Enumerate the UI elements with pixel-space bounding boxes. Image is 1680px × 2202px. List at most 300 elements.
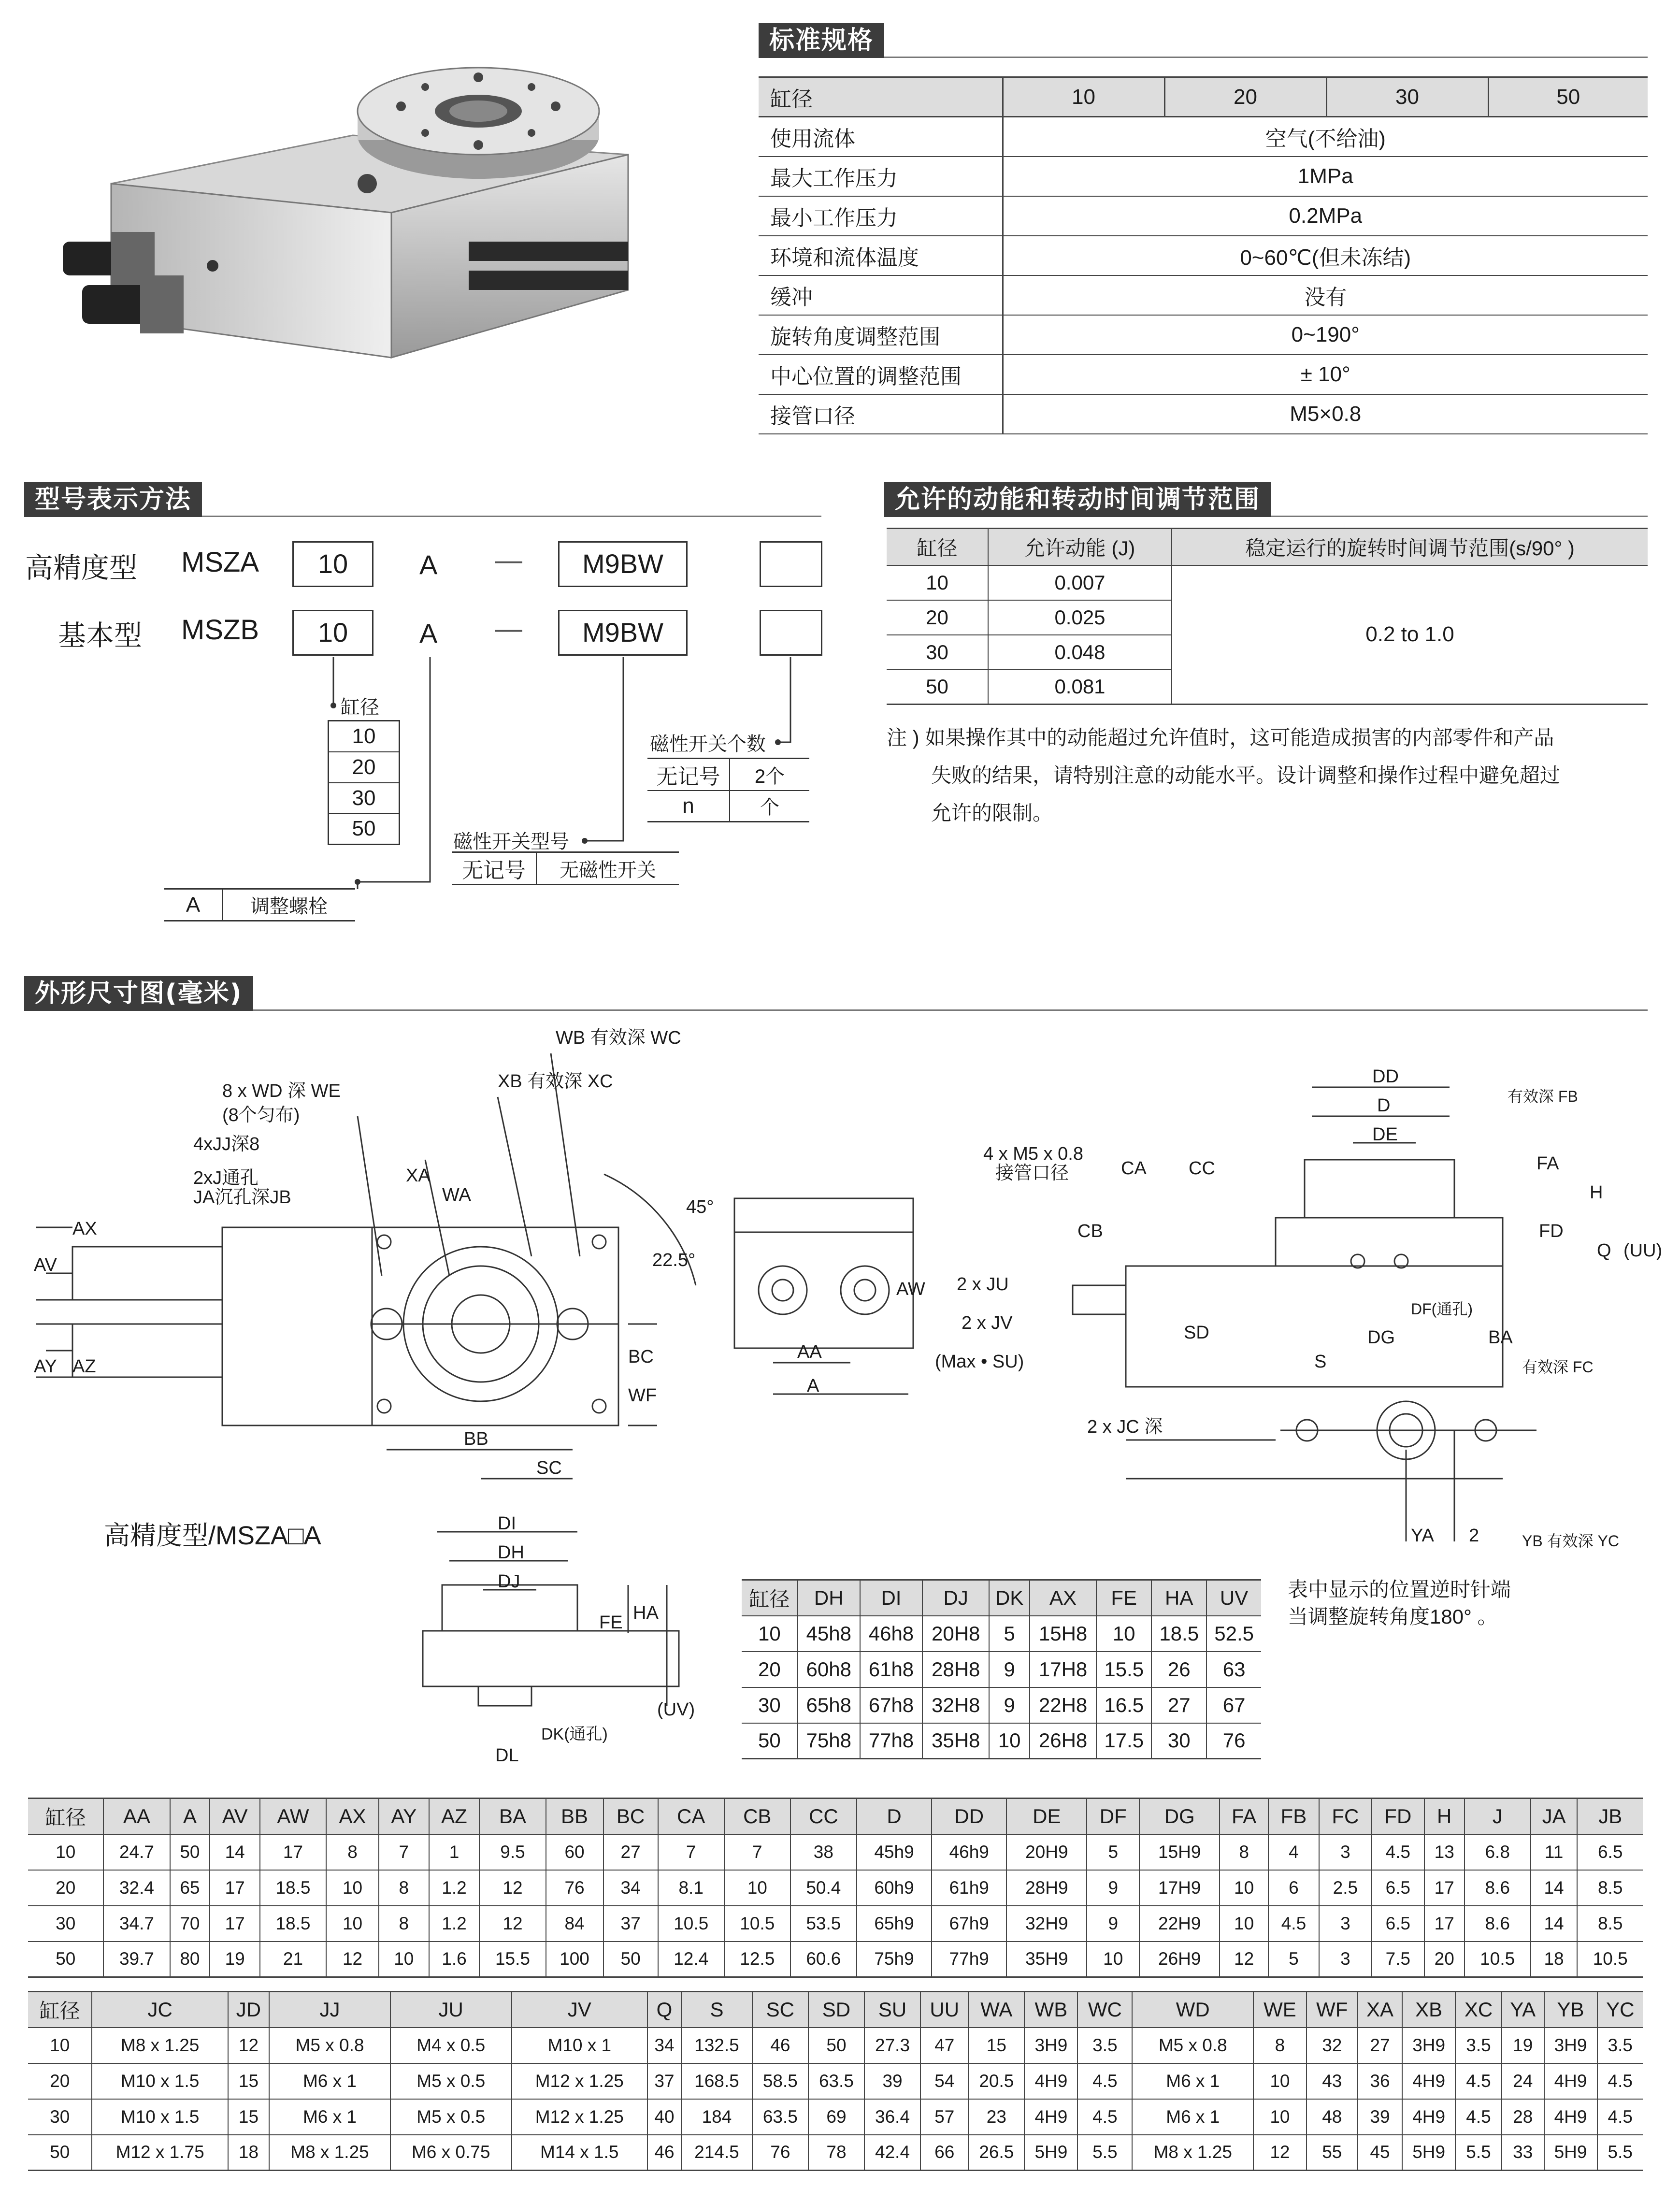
spec-value: 没有 <box>1003 275 1648 315</box>
table-cell: 61h9 <box>932 1870 1006 1906</box>
column-header: UU <box>920 1992 968 2028</box>
table-cell: 17 <box>260 1834 326 1870</box>
energy-bore: 20 <box>887 600 988 635</box>
table-cell: 37 <box>603 1906 658 1942</box>
table-cell: 10.5 <box>1577 1942 1643 1977</box>
column-header: AW <box>260 1799 326 1834</box>
dim-label: 2 x JV <box>962 1313 1013 1333</box>
table-cell: 42.4 <box>864 2135 920 2171</box>
table-cell: 26H9 <box>1139 1942 1220 1977</box>
switch-code: 无记号 <box>452 852 536 885</box>
table-cell: 67h8 <box>860 1687 922 1723</box>
table-cell: 6.8 <box>1465 1834 1531 1870</box>
column-header: AZ <box>429 1799 480 1834</box>
table-cell: 34.7 <box>103 1906 170 1942</box>
table-cell: 39 <box>864 2063 920 2099</box>
table-row <box>742 1723 1261 1759</box>
table-cell: 214.5 <box>681 2135 752 2171</box>
table-cell: 132.5 <box>681 2028 752 2063</box>
table-cell: 50 <box>28 1942 103 1977</box>
table-cell: 3H9 <box>1024 2028 1077 2063</box>
dim-label: AA <box>797 1342 822 1362</box>
table-cell: 5H9 <box>1024 2135 1077 2171</box>
column-header: XC <box>1455 1992 1502 2028</box>
table-cell: 26H8 <box>1030 1723 1096 1759</box>
table-cell: 46 <box>752 2028 808 2063</box>
table-cell: 15 <box>228 2099 269 2135</box>
table-cell: 35H9 <box>1006 1942 1087 1977</box>
model-type-basic: 基本型 <box>58 620 143 651</box>
dim-label: AV <box>34 1255 57 1275</box>
table-cell: 3H9 <box>1402 2028 1455 2063</box>
table-cell: 7.5 <box>1372 1942 1424 1977</box>
dim-label: 2 x JU <box>957 1274 1009 1295</box>
table-cell: 12 <box>1253 2135 1307 2171</box>
table-cell: 14 <box>1531 1870 1578 1906</box>
table-cell: 34 <box>603 1870 658 1906</box>
table-cell: 5 <box>989 1616 1030 1652</box>
table-cell: 14 <box>210 1834 260 1870</box>
table-cell: 15.5 <box>479 1942 546 1977</box>
dim-label: 4 x M5 x 0.8 <box>983 1144 1083 1164</box>
column-header: YA <box>1502 1992 1544 2028</box>
dim-label: BC <box>628 1347 654 1367</box>
column-header: DI <box>860 1580 922 1616</box>
table-cell: 19 <box>210 1942 260 1977</box>
table-cell: 35H8 <box>922 1723 989 1759</box>
table-row <box>28 2099 1643 2135</box>
table-cell: 4.5 <box>1597 2063 1643 2099</box>
model-section-bar <box>24 482 821 517</box>
dim-label: DI <box>498 1513 516 1534</box>
model-bore-box: 10 <box>292 541 373 587</box>
table-row <box>28 1870 1643 1906</box>
dim-label: DH <box>498 1542 524 1563</box>
column-header: XA <box>1358 1992 1402 2028</box>
table-cell: 61h8 <box>860 1652 922 1687</box>
column-header: JB <box>1577 1799 1643 1834</box>
table-cell: 22H9 <box>1139 1906 1220 1942</box>
energy-bore: 50 <box>887 670 988 705</box>
table-cell: 46 <box>647 2135 681 2171</box>
table-cell: 5H9 <box>1402 2135 1455 2171</box>
table-cell: 10 <box>1220 1906 1268 1942</box>
table-cell: 6.5 <box>1372 1870 1424 1906</box>
spec-row <box>759 157 1648 196</box>
table-cell: 10 <box>379 1942 429 1977</box>
table-cell: 1 <box>429 1834 480 1870</box>
table-cell: 32.4 <box>103 1870 170 1906</box>
table-cell: 48 <box>1307 2099 1358 2135</box>
table-cell: 8 <box>1220 1834 1268 1870</box>
dim-label: (8个匀布) <box>222 1105 300 1125</box>
table-cell: M8 x 1.25 <box>269 2135 390 2171</box>
table-cell: M14 x 1.5 <box>512 2135 647 2171</box>
table-cell: 80 <box>170 1942 210 1977</box>
table-cell: 17H8 <box>1030 1652 1096 1687</box>
column-header: JJ <box>269 1992 390 2028</box>
table-cell: 10 <box>28 2028 92 2063</box>
table-cell: 63 <box>1206 1652 1261 1687</box>
dim-label: FE <box>599 1612 623 1633</box>
dim-label: A <box>807 1376 819 1396</box>
table-cell: 3.5 <box>1455 2028 1502 2063</box>
table-cell: 10 <box>28 1834 103 1870</box>
table-cell: 3.5 <box>1077 2028 1132 2063</box>
drawing-note-line: 表中显示的位置逆时针端 <box>1288 1578 1511 1601</box>
energy-header-ke: 允许动能 (J) <box>988 529 1172 565</box>
spec-key: 使用流体 <box>759 117 1003 157</box>
dim-label: 4xJJ深8 <box>193 1134 260 1154</box>
table-cell: 23 <box>968 2099 1024 2135</box>
column-header: YC <box>1597 1992 1643 2028</box>
table-cell: 10 <box>1087 1942 1139 1977</box>
drawing-note-line: 当调整旋转角度180° 。 <box>1288 1605 1498 1628</box>
dim-label: WF <box>628 1385 657 1406</box>
table-row <box>28 2028 1643 2063</box>
table-row <box>742 1652 1261 1687</box>
column-header: FD <box>1372 1799 1424 1834</box>
table-cell: 5.5 <box>1077 2135 1132 2171</box>
table-row <box>28 2063 1643 2099</box>
table-cell: 5.5 <box>1597 2135 1643 2171</box>
table-cell: 4.5 <box>1268 1906 1319 1942</box>
table-cell: 17 <box>1424 1870 1465 1906</box>
table-cell: 50 <box>603 1942 658 1977</box>
dim-label: AX <box>72 1219 97 1239</box>
dim-label: SD <box>1184 1323 1209 1343</box>
table-cell: 34 <box>647 2028 681 2063</box>
table-cell: M5 x 0.5 <box>390 2099 512 2135</box>
table-cell: 32H9 <box>1006 1906 1087 1942</box>
table-cell: 4H9 <box>1024 2063 1077 2099</box>
table-cell: 3H9 <box>1544 2028 1597 2063</box>
model-adjust-code: A <box>419 549 438 580</box>
energy-section-bar <box>884 482 1648 517</box>
dim-label: (Max • SU) <box>935 1352 1024 1372</box>
spec-value: 空气(不给油) <box>1003 117 1648 157</box>
dim-label: DJ <box>498 1571 520 1592</box>
table-cell: 20.5 <box>968 2063 1024 2099</box>
spec-value: M5×0.8 <box>1003 394 1648 434</box>
table-cell: 26.5 <box>968 2135 1024 2171</box>
column-header-bore: 缸径 <box>28 1799 103 1834</box>
spec-value: 0~60℃(但未冻结) <box>1003 236 1648 275</box>
table-cell: 10 <box>724 1870 790 1906</box>
dim-label: DK(通孔) <box>541 1725 608 1743</box>
table-cell: 50 <box>170 1834 210 1870</box>
table-cell: 28H9 <box>1006 1870 1087 1906</box>
dims-section-title: 外形尺寸图(毫米) <box>24 976 253 1011</box>
table-cell: 52.5 <box>1206 1616 1261 1652</box>
table-cell: 4.5 <box>1455 2063 1502 2099</box>
energy-note-line: 注 ) 如果操作其中的动能超过允许值时，这可能造成损害的内部零件和产品 <box>887 726 1554 749</box>
column-header: H <box>1424 1799 1465 1834</box>
count-code: 无记号 <box>647 759 730 791</box>
column-header: DG <box>1139 1799 1220 1834</box>
table-cell: 46h8 <box>860 1616 922 1652</box>
table-cell: 10 <box>1096 1616 1151 1652</box>
spec-key: 中心位置的调整范围 <box>759 355 1003 394</box>
table-cell: 30 <box>28 1906 103 1942</box>
column-header-bore: 缸径 <box>742 1580 798 1616</box>
table-cell: 12 <box>228 2028 269 2063</box>
table-cell: 4.5 <box>1077 2063 1132 2099</box>
table-cell: 17 <box>210 1906 260 1942</box>
table-cell: 10 <box>326 1906 379 1942</box>
table-cell: 39.7 <box>103 1942 170 1977</box>
table-cell: 20 <box>1424 1942 1465 1977</box>
table-cell: 8 <box>379 1906 429 1942</box>
table-cell: 1.2 <box>429 1906 480 1942</box>
table-cell: 4.5 <box>1597 2099 1643 2135</box>
column-header: FB <box>1268 1799 1319 1834</box>
table-cell: 4.5 <box>1372 1834 1424 1870</box>
column-header: D <box>857 1799 932 1834</box>
precision-dimension-table <box>742 1579 1261 1759</box>
column-header: CB <box>724 1799 790 1834</box>
table-cell: M12 x 1.25 <box>512 2099 647 2135</box>
table-cell: 40 <box>647 2099 681 2135</box>
table-cell: 7 <box>724 1834 790 1870</box>
column-header-bore: 缸径 <box>28 1992 92 2028</box>
column-header: BA <box>479 1799 546 1834</box>
column-header: S <box>681 1992 752 2028</box>
table-cell: 55 <box>1307 2135 1358 2171</box>
table-cell: 45h9 <box>857 1834 932 1870</box>
model-adjust-options <box>164 888 355 921</box>
spec-col-20: 20 <box>1164 77 1326 117</box>
table-cell: 4H9 <box>1024 2099 1077 2135</box>
spec-row <box>759 275 1648 315</box>
column-header: AV <box>210 1799 260 1834</box>
table-cell: M8 x 1.25 <box>1132 2135 1253 2171</box>
spec-key: 最大工作压力 <box>759 157 1003 196</box>
energy-value: 0.081 <box>988 670 1172 705</box>
product-photo <box>53 58 710 416</box>
dim-label: H <box>1590 1182 1603 1203</box>
column-header: JC <box>92 1992 228 2028</box>
table-cell: 6.5 <box>1577 1834 1643 1870</box>
dim-label: DF(通孔) <box>1411 1300 1473 1318</box>
table-cell: 38 <box>790 1834 857 1870</box>
table-cell: 17 <box>210 1870 260 1906</box>
column-header: WD <box>1132 1992 1253 2028</box>
table-cell: 16.5 <box>1096 1687 1151 1723</box>
spec-key: 缓冲 <box>759 275 1003 315</box>
table-cell: 50.4 <box>790 1870 857 1906</box>
table-cell: 27.3 <box>864 2028 920 2063</box>
table-cell: 28 <box>1502 2099 1544 2135</box>
column-header: UV <box>1206 1580 1261 1616</box>
table-cell: 20 <box>742 1652 798 1687</box>
spec-header-row <box>759 77 1648 117</box>
table-cell: 8 <box>1253 2028 1307 2063</box>
spec-col-50: 50 <box>1488 77 1648 117</box>
dim-label: 接管口径 <box>995 1163 1069 1183</box>
model-switch-options <box>452 851 679 885</box>
spec-row <box>759 196 1648 236</box>
bore-option: 30 <box>329 783 400 814</box>
table-cell: 46h9 <box>932 1834 1006 1870</box>
table-cell: 6.5 <box>1372 1906 1424 1942</box>
table-cell: 32 <box>1307 2028 1358 2063</box>
table-cell: 78 <box>808 2135 864 2171</box>
table-cell: 30 <box>1151 1723 1206 1759</box>
table-cell: 10 <box>989 1723 1030 1759</box>
table-cell: M8 x 1.25 <box>92 2028 228 2063</box>
column-header: SU <box>864 1992 920 2028</box>
column-header: JV <box>512 1992 647 2028</box>
table-cell: 8 <box>379 1870 429 1906</box>
drawing-note <box>1288 1576 1511 1630</box>
table-cell: 53.5 <box>790 1906 857 1942</box>
model-switch-box: M9BW <box>558 541 688 587</box>
table-cell: 60.6 <box>790 1942 857 1977</box>
column-header: AA <box>103 1799 170 1834</box>
model-dash: — <box>495 545 522 575</box>
energy-header-range: 稳定运行的旋转时间调节范围(s/90° ) <box>1172 529 1648 565</box>
column-header: BB <box>546 1799 603 1834</box>
table-cell: 76 <box>752 2135 808 2171</box>
table-cell: 18.5 <box>260 1870 326 1906</box>
table-cell: 4H9 <box>1402 2063 1455 2099</box>
column-header: DH <box>798 1580 860 1616</box>
table-cell: 18 <box>228 2135 269 2171</box>
bore-option: 10 <box>329 721 400 752</box>
table-cell: M6 x 0.75 <box>390 2135 512 2171</box>
spec-row <box>759 236 1648 275</box>
energy-note-line: 允许的限制。 <box>931 802 1053 824</box>
table-cell: 76 <box>1206 1723 1261 1759</box>
energy-value: 0.025 <box>988 600 1172 635</box>
table-cell: 9 <box>989 1652 1030 1687</box>
dim-label: DE <box>1372 1124 1398 1145</box>
table-cell: 60h9 <box>857 1870 932 1906</box>
table-cell: 26 <box>1151 1652 1206 1687</box>
spec-header-label: 缸径 <box>759 77 1003 117</box>
table-cell: 37 <box>647 2063 681 2099</box>
table-cell: 9.5 <box>479 1834 546 1870</box>
column-header: Q <box>647 1992 681 2028</box>
table-cell: 69 <box>808 2099 864 2135</box>
table-cell: 18 <box>1531 1942 1578 1977</box>
dim-label: YA <box>1411 1526 1434 1546</box>
dim-label: 2xJ通孔 <box>193 1168 259 1188</box>
dim-label: WA <box>442 1185 471 1205</box>
table-cell: 12 <box>1220 1942 1268 1977</box>
column-header: JA <box>1531 1799 1578 1834</box>
table-cell: 43 <box>1307 2063 1358 2099</box>
model-dash: — <box>495 613 522 644</box>
column-header: HA <box>1151 1580 1206 1616</box>
dim-label: JA沉孔深JB <box>193 1187 291 1208</box>
table-cell: 8.5 <box>1577 1906 1643 1942</box>
dim-label: BA <box>1488 1327 1513 1348</box>
spec-value: 1MPa <box>1003 157 1648 196</box>
spec-key: 接管口径 <box>759 394 1003 434</box>
column-header: J <box>1465 1799 1531 1834</box>
column-header: YB <box>1544 1992 1597 2028</box>
table-cell: 67 <box>1206 1687 1261 1723</box>
table-cell: 8.6 <box>1465 1870 1531 1906</box>
dim-label: DL <box>495 1745 519 1766</box>
table-cell: 8 <box>326 1834 379 1870</box>
spec-section-bar <box>759 23 1648 58</box>
table-cell: 65 <box>170 1870 210 1906</box>
table-cell: 14 <box>1531 1906 1578 1942</box>
spec-value: 0~190° <box>1003 315 1648 355</box>
table-cell: 36 <box>1358 2063 1402 2099</box>
column-header: SD <box>808 1992 864 2028</box>
column-header: SC <box>752 1992 808 2028</box>
model-bore-label: 缸径 <box>341 697 379 718</box>
dims-section-bar <box>24 976 1648 1011</box>
spec-key: 旋转角度调整范围 <box>759 315 1003 355</box>
table-cell: 12.5 <box>724 1942 790 1977</box>
column-header: AX <box>1030 1580 1096 1616</box>
table-row <box>28 2135 1643 2171</box>
table-cell: 2.5 <box>1319 1870 1372 1906</box>
table-cell: 39 <box>1358 2099 1402 2135</box>
table-cell: 33 <box>1502 2135 1544 2171</box>
table-row <box>28 1906 1643 1942</box>
model-switch-box: M9BW <box>558 610 688 656</box>
table-cell: 168.5 <box>681 2063 752 2099</box>
table-cell: 10 <box>1253 2063 1307 2099</box>
energy-section-title: 允许的动能和转动时间调节范围 <box>884 482 1271 517</box>
column-header: DD <box>932 1799 1006 1834</box>
table-cell: 6 <box>1268 1870 1319 1906</box>
dim-label: 22.5° <box>652 1250 696 1270</box>
dim-label: AY <box>34 1356 57 1377</box>
energy-bore: 30 <box>887 635 988 670</box>
table-cell: 28H8 <box>922 1652 989 1687</box>
table-cell: 3.5 <box>1597 2028 1643 2063</box>
table-cell: 27 <box>1358 2028 1402 2063</box>
switch-value: 无磁性开关 <box>560 859 656 881</box>
energy-header-bore: 缸径 <box>887 529 988 565</box>
energy-note <box>887 719 1560 832</box>
column-header: JU <box>390 1992 512 2028</box>
column-header: WC <box>1077 1992 1132 2028</box>
table-cell: 67h9 <box>932 1906 1006 1942</box>
table-cell: M6 x 1 <box>1132 2063 1253 2099</box>
table-cell: 58.5 <box>752 2063 808 2099</box>
model-switch-label: 磁性开关型号 <box>453 831 569 852</box>
model-count-options <box>647 758 809 822</box>
spec-key: 最小工作压力 <box>759 196 1003 236</box>
table-cell: 9 <box>1087 1906 1139 1942</box>
table-cell: 21 <box>260 1942 326 1977</box>
table-cell: 3 <box>1319 1906 1372 1942</box>
dim-label: 8 x WD 深 WE <box>222 1081 341 1101</box>
bore-option: 50 <box>352 817 376 841</box>
spec-col-10: 10 <box>1003 77 1164 117</box>
dim-label: BB <box>464 1429 488 1449</box>
column-header: FA <box>1220 1799 1268 1834</box>
table-cell: 15H9 <box>1139 1834 1220 1870</box>
column-header: WB <box>1024 1992 1077 2028</box>
table-cell: 20 <box>28 2063 92 2099</box>
table-row <box>28 1834 1643 1870</box>
table-cell: M4 x 0.5 <box>390 2028 512 2063</box>
energy-bore: 10 <box>887 565 988 600</box>
table-cell: 5 <box>1268 1942 1319 1977</box>
model-type-high-precision: 高精度型 <box>25 552 138 584</box>
energy-table <box>887 528 1648 705</box>
table-cell: 15.5 <box>1096 1652 1151 1687</box>
